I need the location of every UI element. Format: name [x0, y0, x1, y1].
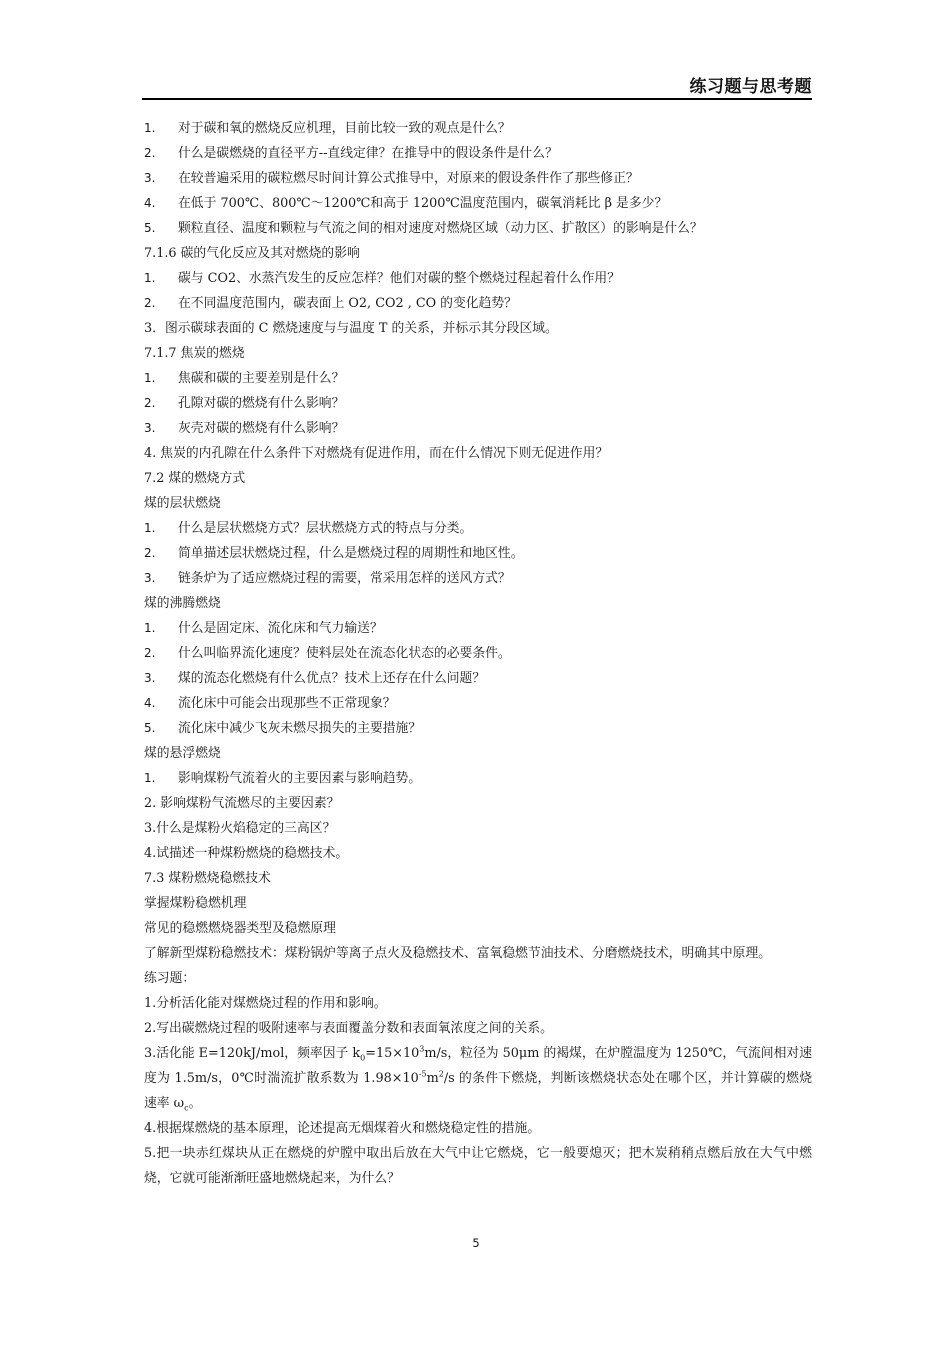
item-number: 1.	[144, 621, 156, 635]
exercise-item: 4.根据煤燃烧的基本原理，论述提高无烟煤着火和燃烧稳定性的措施。	[144, 1121, 541, 1136]
page-content	[144, 116, 812, 1191]
item-text: 什么叫临界流化速度？使料层处在流态化状态的必要条件。	[178, 646, 511, 661]
subsection-heading: 煤的沸腾燃烧	[144, 596, 221, 611]
list-item	[144, 766, 812, 791]
item-number: 2.	[144, 296, 156, 310]
item-number: 2.	[144, 546, 156, 560]
text-run: =15×10	[365, 1046, 420, 1061]
item-number: 2.	[144, 396, 156, 410]
item-text: 影响煤粉气流着火的主要因素与影响趋势。	[178, 771, 422, 786]
section-heading-7-1-7: 7.1.7 焦炭的燃烧	[144, 346, 245, 361]
item-text: 颗粒直径、温度和颗粒与气流之间的相对速度对燃烧区域（动力区、扩散区）的影响是什么？	[178, 221, 703, 236]
list-item: 3.什么是煤粉火焰稳定的三高区？	[144, 821, 336, 836]
subscript: 0	[360, 1053, 366, 1063]
item-number: 1.	[144, 771, 156, 785]
list-item	[144, 666, 812, 691]
item-text: 流化床中减少飞灰未燃尽损失的主要措施？	[178, 721, 422, 736]
list-item	[144, 166, 812, 191]
page-number: 5	[472, 1236, 480, 1250]
list-item	[144, 216, 812, 241]
list-item: 3．图示碳球表面的 C 燃烧速度与与温度 T 的关系，并标示其分段区域。	[144, 321, 558, 336]
item-text: 什么是固定床、流化床和气力输送？	[178, 621, 383, 636]
superscript: 3	[419, 1044, 425, 1054]
page-header	[142, 72, 812, 100]
subsection-heading: 煤的层状燃烧	[144, 496, 221, 511]
item-number: 2.	[144, 146, 156, 160]
list-item	[144, 191, 812, 216]
item-text: 煤的流态化燃烧有什么优点？技术上还存在什么问题？	[178, 671, 486, 686]
section-heading-7-2: 7.2 煤的燃烧方式	[144, 471, 246, 486]
subsection-heading: 煤的悬浮燃烧	[144, 746, 221, 761]
exercise-item: 2.写出碳燃烧过程的吸附速率与表面覆盖分数和表面氧浓度之间的关系。	[144, 1021, 553, 1036]
list-item: 4. 焦炭的内孔隙在什么条件下对燃烧有促进作用，而在什么情况下则无促进作用？	[144, 446, 609, 461]
header-title: 练习题与思考题	[689, 77, 812, 97]
item-text: 什么是碳燃烧的直径平方--直线定律？在推导中的假设条件是什么？	[178, 146, 558, 161]
list-item	[144, 716, 812, 741]
item-number: 1.	[144, 271, 156, 285]
list-item	[144, 616, 812, 641]
item-number: 4.	[144, 696, 156, 710]
list-item	[144, 641, 812, 666]
exercise-item: 1.分析活化能对煤燃烧过程的作用和影响。	[144, 996, 387, 1011]
list-item	[144, 116, 812, 141]
superscript: -5	[418, 1069, 427, 1079]
text-run: m	[426, 1071, 439, 1086]
item-text: 对于碳和氧的燃烧反应机理，目前比较一致的观点是什么？	[178, 121, 511, 136]
item-number: 4.	[144, 196, 156, 210]
exercise-heading: 练习题：	[144, 971, 196, 986]
list-item: 2. 影响煤粉气流燃尽的主要因素？	[144, 796, 340, 811]
item-text: 在不同温度范围内，碳表面上 O2, CO2 , CO 的变化趋势？	[178, 296, 517, 311]
list-item	[144, 141, 812, 166]
list-item	[144, 266, 812, 291]
list-item	[144, 291, 812, 316]
item-number: 2.	[144, 646, 156, 660]
list-item	[144, 391, 812, 416]
list-item	[144, 366, 812, 391]
list-item	[144, 416, 812, 441]
item-number: 3.	[144, 671, 156, 685]
subscript: c	[184, 1103, 189, 1113]
text-run: /s 的条件下燃烧，判断该燃烧状态处在哪个区，并计算碳的燃烧速率 ω	[144, 1071, 812, 1111]
list-item	[144, 541, 812, 566]
item-number: 5.	[144, 721, 156, 735]
text-run: m/s，粒径为 50μm 的褐煤，在炉膛温度为 1250℃，气流间相对速度为 1.5m/s，0℃时湍流扩散系数为 1.98×10	[144, 1046, 812, 1086]
list-item	[144, 691, 812, 716]
item-text: 流化床中可能会出现那些不正常现象？	[178, 696, 396, 711]
item-number: 1.	[144, 121, 156, 135]
item-number: 3.	[144, 571, 156, 585]
text-run: 3.活化能 E=120kJ/mol，频率因子 k	[144, 1046, 361, 1061]
text-line: 常见的稳燃燃烧器类型及稳燃原理	[144, 921, 336, 936]
item-number: 3.	[144, 171, 156, 185]
item-text: 灰壳对碳的燃烧有什么影响？	[178, 421, 345, 436]
list-item	[144, 566, 812, 591]
section-heading-7-1-6: 7.1.6 碳的气化反应及其对燃烧的影响	[144, 246, 360, 261]
item-text: 链条炉为了适应燃烧过程的需要，常采用怎样的送风方式？	[178, 571, 511, 586]
exercise-item	[144, 1041, 812, 1116]
item-text: 孔隙对碳的燃烧有什么影响？	[178, 396, 345, 411]
list-item: 4.试描述一种煤粉燃烧的稳燃技术。	[144, 846, 349, 861]
item-text: 简单描述层状燃烧过程，什么是燃烧过程的周期性和地区性。	[178, 546, 524, 561]
exercise-item: 5.把一块赤红煤块从正在燃烧的炉膛中取出后放在大气中让它燃烧，它一般要熄灭；把木炭稍稍点燃后放在大气中燃烧，它就可能渐渐旺盛地燃烧起来，为什么？	[144, 1146, 812, 1186]
item-number: 5.	[144, 221, 156, 235]
paragraph: 了解新型煤粉稳燃技术：煤粉锅炉等离子点火及稳燃技术、富氧稳燃节油技术、分磨燃烧技术，明确其中原理。	[144, 946, 772, 961]
text-run: 。	[188, 1096, 202, 1111]
item-text: 在低于 700℃、800℃～1200℃和高于 1200℃温度范围内，碳氧消耗比 β 是多少？	[178, 196, 668, 211]
item-text: 焦碳和碳的主要差别是什么？	[178, 371, 345, 386]
item-number: 3.	[144, 421, 156, 435]
item-text: 在较普遍采用的碳粒燃尽时间计算公式推导中，对原来的假设条件作了那些修正？	[178, 171, 639, 186]
text-line: 掌握煤粉稳燃机理	[144, 896, 247, 911]
item-text: 什么是层状燃烧方式？层状燃烧方式的特点与分类。	[178, 521, 473, 536]
item-number: 1.	[144, 521, 156, 535]
item-text: 碳与 CO2、水蒸汽发生的反应怎样？他们对碳的整个燃烧过程起着什么作用？	[178, 271, 620, 286]
section-heading-7-3: 7.3 煤粉燃烧稳燃技术	[144, 871, 271, 886]
superscript: 2	[438, 1069, 444, 1079]
item-number: 1.	[144, 371, 156, 385]
list-item	[144, 516, 812, 541]
